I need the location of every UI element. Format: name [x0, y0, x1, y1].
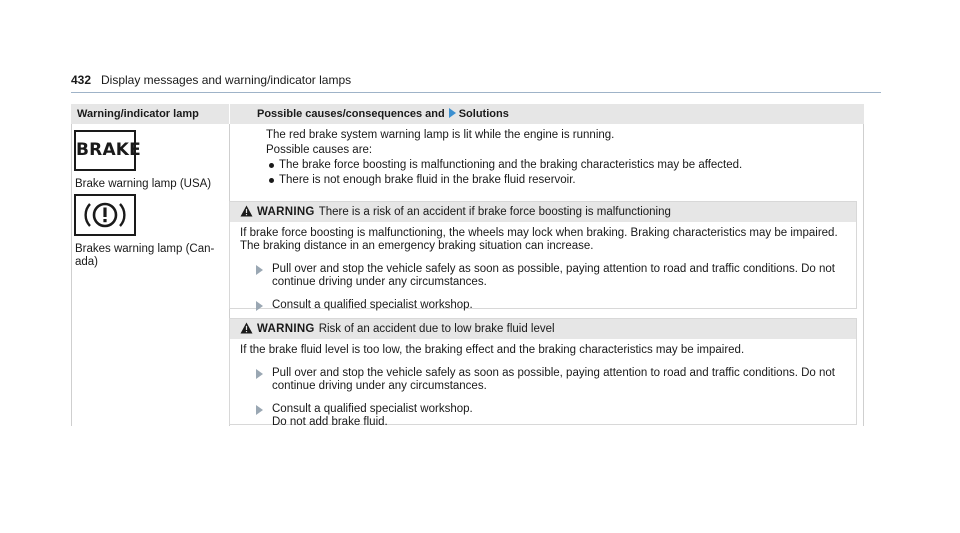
- causes-label: Possible causes are:: [266, 144, 373, 156]
- warning-triangle-icon: [240, 322, 253, 334]
- warning-body: [230, 339, 856, 435]
- page-header: [71, 73, 881, 93]
- column-header-lamp: Warning/indicator lamp: [71, 104, 229, 124]
- arrow-right-icon: [449, 108, 456, 118]
- step-text: Pull over and stop the vehicle safely as soon as possible, paying attention to road and traffic conditions. Do not continue driving under any circumstances.: [272, 367, 835, 392]
- warning-box-force-boosting: [229, 201, 857, 309]
- warning-triangle-icon: [240, 205, 253, 217]
- warning-body: [230, 222, 856, 318]
- causes-list: [266, 158, 864, 188]
- step-text: Pull over and stop the vehicle safely as soon as possible, paying attention to road and traffic conditions. Do not continue driving under any circumstances.: [272, 263, 835, 288]
- brake-lamp-usa-caption: Brake warning lamp (USA): [75, 178, 212, 190]
- causes-section: [266, 128, 864, 188]
- step-text: Consult a qualified specialist workshop.: [272, 403, 473, 415]
- table-left-border: [71, 124, 72, 426]
- warning-header: [230, 202, 856, 222]
- brake-lamp-symbol: BRAKE: [76, 140, 141, 160]
- brake-lamp-canada-caption-line1: Brakes warning lamp (Can-: [75, 243, 215, 255]
- arrow-right-icon: [256, 405, 263, 415]
- step-extra-text: Do not add brake fluid.: [272, 416, 388, 428]
- warning-box-low-fluid: [229, 318, 857, 428]
- list-item: [240, 263, 846, 289]
- arrow-right-icon: [256, 265, 263, 275]
- list-item: The brake force boosting is malfunctioning and the braking characteristics may be affected.: [266, 158, 864, 173]
- list-item: There is not enough brake fluid in the brake fluid reservoir.: [266, 173, 864, 188]
- step-text: Consult a qualified specialist workshop.: [272, 299, 473, 311]
- column-header-causes-label: Possible causes/consequences and: [257, 108, 445, 120]
- column-header-solutions-label: Solutions: [458, 108, 509, 120]
- brake-lamp-canada-caption-line2: ada): [75, 256, 99, 268]
- column-header-causes: [230, 104, 864, 124]
- warning-title: Risk of an accident due to low brake fluid level: [318, 323, 555, 335]
- arrow-right-icon: [256, 301, 263, 311]
- brake-circle-exclamation-icon: [74, 194, 136, 236]
- list-item: [240, 299, 846, 312]
- warning-title: There is a risk of an accident if brake force boosting is malfunctioning: [318, 206, 671, 218]
- warning-text: If the brake fluid level is too low, the braking effect and the braking characteristics may be impaired.: [240, 344, 745, 356]
- list-item: [240, 367, 846, 393]
- page-header-title: Display messages and warning/indicator lamps: [101, 73, 352, 87]
- brake-text-lamp-icon: [74, 130, 141, 171]
- warning-header: [230, 319, 856, 339]
- brake-lamp-canada-caption: [75, 243, 225, 269]
- list-item: [240, 403, 846, 429]
- intro-text: The red brake system warning lamp is lit while the engine is running.: [266, 129, 615, 141]
- page-number: 432: [71, 73, 92, 87]
- warning-label: WARNING: [257, 323, 315, 335]
- warning-label: WARNING: [257, 206, 315, 218]
- warning-text: If brake force boosting is malfunctioning, the wheels may lock when braking. Braking characteristics may be impaired. The braking distance in an emergency braking situation can increase.: [240, 227, 838, 252]
- arrow-right-icon: [256, 369, 263, 379]
